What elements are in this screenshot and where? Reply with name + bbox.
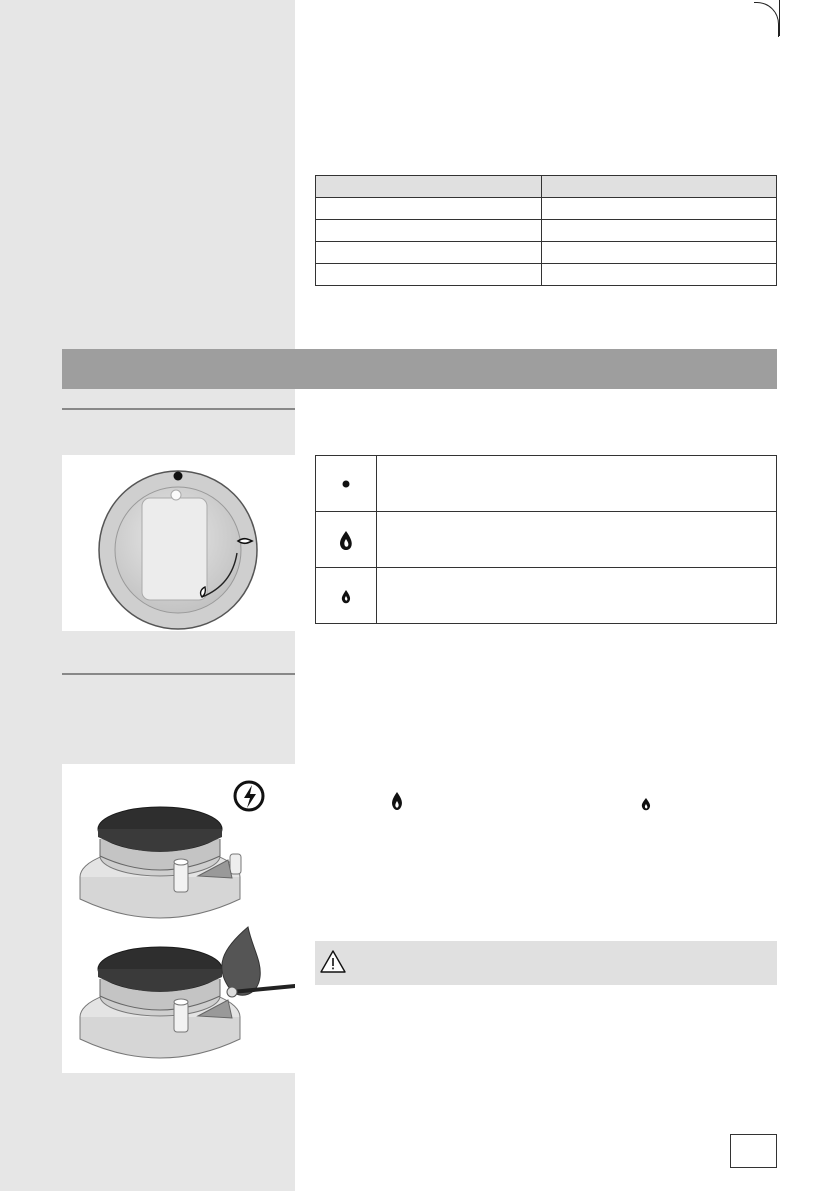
table-cell (316, 220, 542, 242)
max-flame-marker (238, 539, 252, 544)
table-header-cell (542, 176, 777, 198)
table-cell (316, 568, 377, 624)
trim-mark-line (779, 0, 780, 36)
table-row (316, 264, 777, 286)
table-row (316, 220, 777, 242)
trim-mark-corner (754, 2, 779, 37)
table-cell (316, 264, 542, 286)
gas-data-table (315, 175, 777, 286)
sidebar-rule-top (62, 408, 295, 410)
burner-ignition-illustration (62, 764, 295, 1073)
table-cell (316, 512, 377, 568)
table-cell (316, 198, 542, 220)
table-row (316, 198, 777, 220)
section-banner (62, 349, 777, 389)
burner-manual-ignition (80, 927, 295, 1058)
table-row (316, 512, 777, 568)
table-header-row (316, 176, 777, 198)
table-cell (542, 220, 777, 242)
table-cell (316, 242, 542, 264)
table-row (316, 242, 777, 264)
table-cell (542, 264, 777, 286)
burner-electric-ignition (80, 807, 241, 918)
knob-illustration-panel (62, 455, 295, 631)
small-flame-icon (640, 795, 652, 813)
table-cell (377, 568, 777, 624)
large-flame-icon (316, 512, 376, 567)
knob-symbols-table (315, 455, 777, 624)
lightning-circle-icon (235, 782, 263, 810)
table-row (316, 456, 777, 512)
table-cell (377, 456, 777, 512)
small-flame-icon (316, 568, 376, 623)
sidebar-rule-middle (62, 673, 295, 675)
table-cell (542, 198, 777, 220)
warning-triangle-icon (319, 949, 347, 975)
table-row (316, 568, 777, 624)
large-flame-icon (390, 790, 404, 814)
warning-box (315, 941, 777, 985)
page-number-box (730, 1134, 777, 1168)
filled-dot-icon (316, 456, 376, 511)
off-dot-marker (174, 472, 183, 481)
burner-illustration-panel (62, 764, 295, 1073)
table-cell (377, 512, 777, 568)
table-header-cell (316, 176, 542, 198)
table-cell (316, 456, 377, 512)
control-knob-illustration (62, 455, 295, 631)
table-cell (542, 242, 777, 264)
